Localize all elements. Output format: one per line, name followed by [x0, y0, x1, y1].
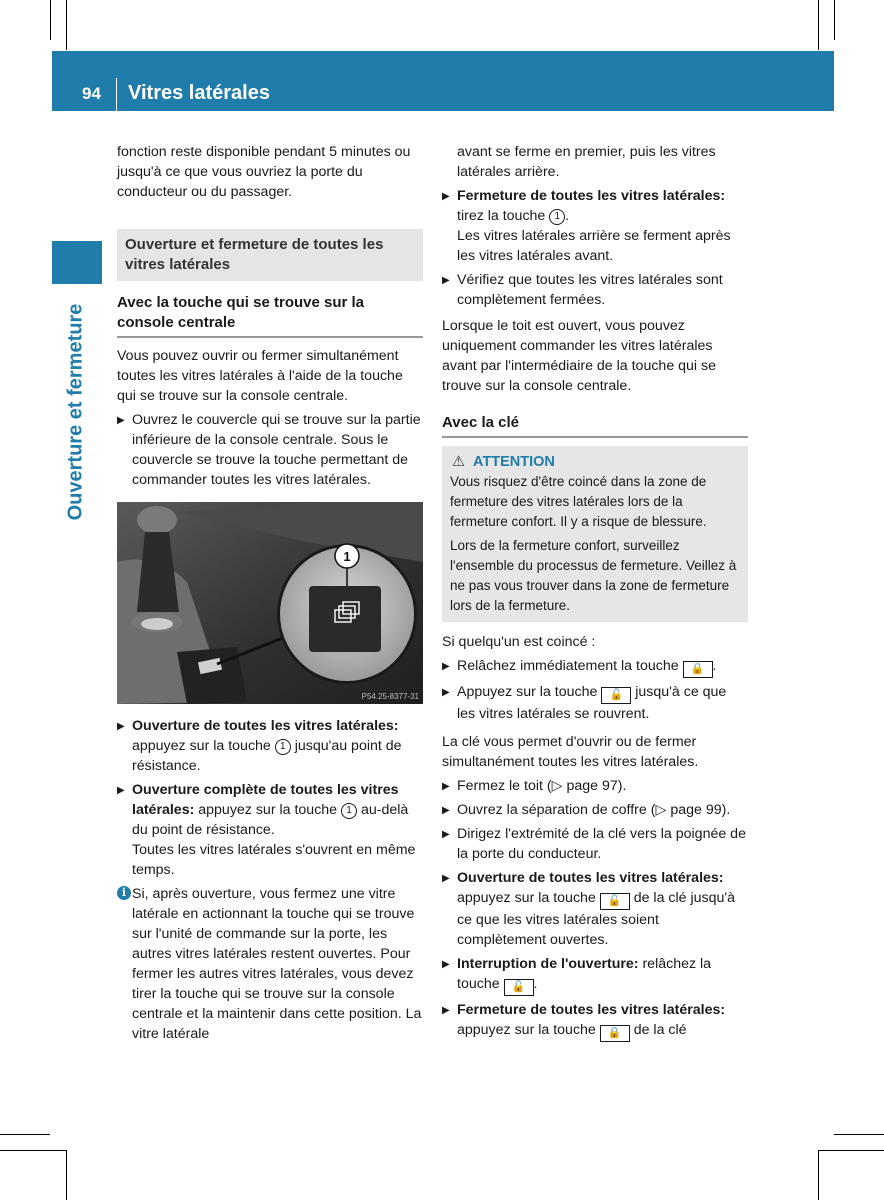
list-item: ▶ Fermez le toit (▷ page 97).: [442, 776, 748, 796]
console-photo: [117, 502, 423, 704]
list-item: ▶ Dirigez l'extrémité de la clé vers la poignée de la porte du conducteur.: [442, 826, 746, 862]
bullet-icon: ▶: [117, 415, 125, 426]
callout-ref: 1: [341, 803, 357, 819]
chapter-label: Ouverture et fermeture: [64, 303, 87, 521]
list-item: ▶ Interruption de l'ouverture: relâchez la touche 🔓 .: [442, 954, 748, 996]
unlock-icon: 🔓: [601, 687, 631, 704]
bullet-icon: ▶: [442, 829, 450, 840]
list-item: ▶ Ouvrez la séparation de coffre (▷ page 99).: [442, 800, 748, 820]
list-item: ▶ Fermeture de toutes les vitres latérales: tirez la touche 1 . Les vitres latérales arrière se ferment après les vitres latérales avant.: [442, 188, 731, 264]
bullet-icon: ▶: [117, 721, 125, 732]
warning-text: Vous risquez d'être coincé dans la zone de fermeture des vitres latérales lors de la fermeture confort. Il y a risque de blessure.: [450, 474, 707, 529]
list-item: ▶ Fermeture de toutes les vitres latérales: appuyez sur la touche 🔒 de la clé: [442, 1000, 748, 1042]
crop-mark: [66, 0, 67, 50]
image-code: P54.25-8377-31: [361, 692, 419, 701]
warning-box: [442, 446, 748, 622]
list-item: ▶ Appuyez sur la touche 🔓 jusqu'à ce que les vitres latérales se rouvrent.: [442, 684, 727, 722]
crop-mark: [834, 0, 835, 40]
lock-icon: 🔒: [683, 661, 713, 678]
right-column: [442, 142, 748, 1042]
warning-header: ⚠ ATTENTION: [452, 454, 555, 470]
unlock-icon: 🔓: [504, 979, 534, 996]
crop-mark: [0, 1134, 50, 1135]
page-title: Vitres latérales: [128, 82, 270, 104]
paragraph: Vous pouvez ouvrir ou fermer simultanément toutes les vitres latérales à l'aide de la touche qui se trouve sur la console centrale.: [117, 348, 403, 404]
crop-mark: [834, 1134, 884, 1135]
bullet-icon: ▶: [442, 781, 450, 792]
intro-paragraph: fonction reste disponible pendant 5 minutes ou jusqu'à ce que vous ouvriez la porte du conducteur ou du passager.: [117, 144, 411, 200]
paragraph: La clé vous permet d'ouvrir ou de fermer simultanément toutes les vitres latérales.: [442, 734, 699, 770]
list-item: ▶ Ouvrez le couvercle qui se trouve sur la partie inférieure de la console centrale. Sous le couvercle se trouve la touche permettant de commander toutes les vitres latérales.: [117, 412, 421, 488]
callout-ref: 1: [275, 739, 291, 755]
header-divider: [116, 78, 117, 111]
lock-icon: 🔒: [600, 1025, 630, 1042]
subheading-console: Avec la touche qui se trouve sur la console centrale: [117, 293, 423, 338]
bullet-icon: ▶: [442, 275, 450, 286]
crop-mark: [66, 1150, 67, 1200]
bullet-icon: ▶: [442, 661, 450, 672]
unlock-icon: 🔓: [600, 893, 630, 910]
callout-number: 1: [343, 549, 351, 564]
crop-mark: [50, 0, 51, 40]
left-column: [117, 142, 423, 1044]
list-item: ▶ Vérifiez que toutes les vitres latérales sont complètement fermées.: [442, 272, 723, 308]
subheading-key: Avec la clé: [442, 413, 748, 438]
crop-mark: [0, 1150, 66, 1151]
bullet-icon: ▶: [442, 959, 450, 970]
crop-mark: [818, 0, 819, 50]
warning-icon: ⚠: [452, 454, 465, 470]
console-illustration: [117, 502, 423, 704]
info-note: i Si, après ouverture, vous fermez une vitre latérale en actionnant la touche qui se trouve sur l'unité de commande sur la porte, les autres vitres latérales restent ouvertes. Pour fermer les autres vitres latérales, vous devez tirer la touche qui se trouve sur la console centrale et la maintenir dans cette position. La vitre latérale: [117, 884, 423, 1044]
bullet-icon: ▶: [442, 1005, 450, 1016]
section-title: Ouverture et fermeture de toutes les vitres latérales: [117, 229, 423, 281]
bullet-icon: ▶: [442, 873, 450, 884]
list-item: ▶ Ouverture de toutes les vitres latérales: appuyez sur la touche 🔓 de la clé jusqu'à ce que les vitres latérales soient complètement ouvertes.: [442, 870, 736, 948]
info-icon: i: [117, 886, 131, 900]
paragraph: Lorsque le toit est ouvert, vous pouvez uniquement commander les vitres latérales avant par l'intermédiaire de la touche qui se trouve sur la console centrale.: [442, 318, 717, 394]
paragraph: avant se ferme en premier, puis les vitres latérales arrière.: [457, 144, 716, 180]
page-number: 94: [82, 84, 101, 103]
list-item: ▶ Ouverture de toutes les vitres latérales: appuyez sur la touche 1 jusqu'au point de résistance.: [117, 718, 402, 774]
crop-mark: [818, 1150, 884, 1151]
bullet-icon: ▶: [442, 191, 450, 202]
list-item: ▶ Ouverture complète de toutes les vitres latérales: appuyez sur la touche 1 au-delà du point de résistance. Toutes les vitres latérales s'ouvrent en même temps.: [117, 782, 416, 878]
callout-ref: 1: [549, 209, 565, 225]
chapter-tab-marker: [52, 241, 102, 284]
bullet-icon: ▶: [117, 785, 125, 796]
crop-mark: [818, 1150, 819, 1200]
bullet-icon: ▶: [442, 805, 450, 816]
paragraph: Si quelqu'un est coincé :: [442, 634, 596, 650]
list-item: ▶ Relâchez immédiatement la touche 🔒 .: [442, 656, 748, 678]
bullet-icon: ▶: [442, 687, 450, 698]
warning-text: Lors de la fermeture confort, surveillez l'ensemble du processus de fermeture. Veillez à ne pas vous trouver dans la zone de fermeture lors de la fermeture.: [450, 538, 737, 613]
